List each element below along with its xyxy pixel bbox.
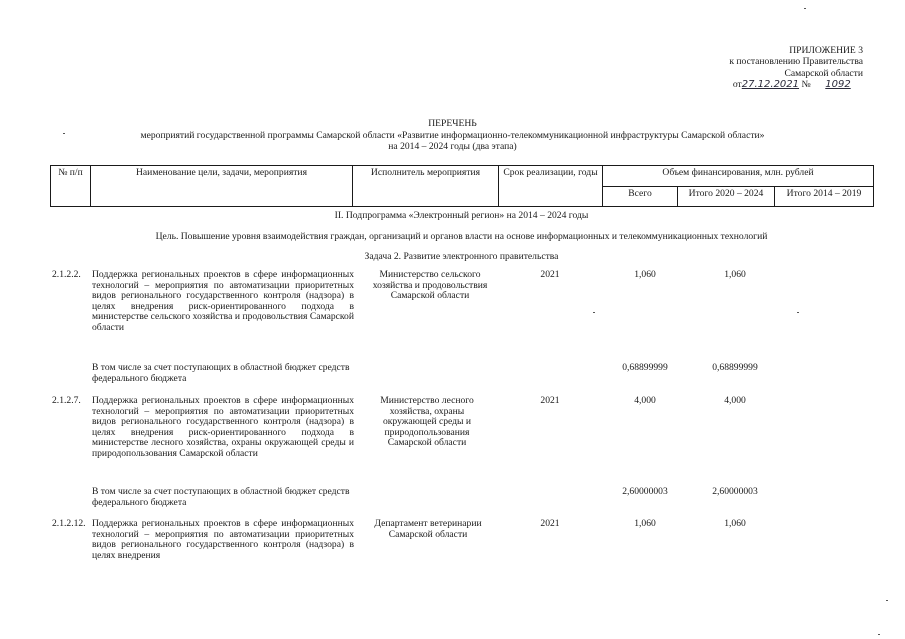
handwritten-date: 27.12.2021	[741, 79, 800, 91]
row-year: 2021	[540, 395, 560, 406]
header-total: Всего	[603, 186, 678, 207]
row-name: Поддержка региональных проектов в сфере информационных технологий – мероприятия по автоматизации приоритетных видов регионального государственного контроля (надзора) в целях внедрения	[92, 518, 354, 561]
date-prefix: от	[732, 79, 742, 91]
row-subitem-name: В том числе за счет поступающих в областной бюджет средств федерального бюджета	[92, 486, 350, 508]
row-subitem-itogo: 2,60000003	[712, 486, 758, 497]
appendix-decree: к постановлению Правительства	[729, 56, 863, 68]
row-number: 2.1.2.12.	[52, 518, 86, 529]
row-number: 2.1.2.2.	[52, 269, 81, 280]
row-itogo-2020: 4,000	[724, 395, 746, 406]
row-itogo-2020: 1,060	[724, 518, 746, 529]
title-program: мероприятий государственной программы Самарской области «Развитие информационно-телекоммуникационной инфраструктуры Самарской области»	[140, 129, 765, 141]
header-itogo-2014: Итого 2014 – 2019	[775, 186, 874, 207]
header-name: Наименование цели, задачи, мероприятия	[91, 166, 353, 207]
appendix-region: Самарской области	[784, 67, 863, 79]
table-header	[50, 165, 874, 207]
row-subitem-total: 0,68899999	[622, 362, 668, 373]
header-executor: Исполнитель мероприятия	[353, 166, 499, 207]
appendix-block	[700, 45, 863, 91]
row-subitem-itogo: 0,68899999	[712, 362, 758, 373]
scan-speck	[797, 312, 799, 313]
scan-speck	[593, 312, 595, 313]
number-prefix: №	[801, 79, 811, 91]
goal-heading: Цель. Повышение уровня взаимодействия граждан, организаций и органов власти на основе информационных и телекоммуникационных технологий	[155, 231, 768, 242]
document-title	[80, 118, 825, 153]
appendix-title: ПРИЛОЖЕНИЕ 3	[789, 45, 863, 56]
row-subitem-total: 2,60000003	[622, 486, 668, 497]
row-executor: Департамент ветеринарии Самарской области	[374, 518, 482, 540]
appendix-date-line	[700, 79, 863, 90]
title-heading: ПЕРЕЧЕНЬ	[428, 118, 477, 129]
row-executor: Министерство лесного хозяйства, охраны окружающей среды и природопользования Самарской области	[380, 395, 474, 449]
row-total: 4,000	[634, 395, 656, 406]
header-financing: Объем финансирования, млн. рублей	[603, 166, 874, 187]
row-name: Поддержка региональных проектов в сфере информационных технологий – мероприятия по автоматизации приоритетных видов регионального государственного контроля (надзора) в целях внедрения риск-ориентированного подхода в министерстве лесного хозяйства, охраны окружающей среды и природопользования Самарской области	[92, 395, 354, 459]
scan-speck	[886, 600, 888, 601]
subprogram-heading: II. Подпрограмма «Электронный регион» на 2014 – 2024 годы	[334, 210, 589, 221]
row-executor: Министерство сельского хозяйства и продовольствия Самарской области	[372, 269, 488, 302]
scan-speck	[878, 634, 880, 635]
task-heading: Задача 2. Развитие электронного правительства	[364, 251, 559, 262]
row-year: 2021	[540, 518, 560, 529]
scan-speck	[804, 8, 806, 9]
header-itogo-2020: Итого 2020 – 2024	[678, 186, 775, 207]
header-num: № п/п	[51, 166, 91, 207]
row-name: Поддержка региональных проектов в сфере информационных технологий – мероприятия по автоматизации приоритетных видов регионального государственного контроля (надзора) в целях внедрения риск-ориентированного подхода в министерстве сельского хозяйства и продовольствия Самарской области	[92, 269, 354, 333]
row-itogo-2020: 1,060	[724, 269, 746, 280]
row-year: 2021	[540, 269, 560, 280]
row-total: 1,060	[634, 518, 656, 529]
row-number: 2.1.2.7.	[52, 395, 81, 406]
header-period: Срок реализации, годы	[499, 166, 603, 207]
row-subitem-name: В том числе за счет поступающих в областной бюджет средств федерального бюджета	[92, 362, 350, 384]
row-total: 1,060	[634, 269, 656, 280]
title-period: на 2014 – 2024 годы (два этапа)	[388, 141, 517, 153]
scan-speck	[63, 133, 65, 134]
handwritten-number: 1092	[825, 79, 851, 91]
